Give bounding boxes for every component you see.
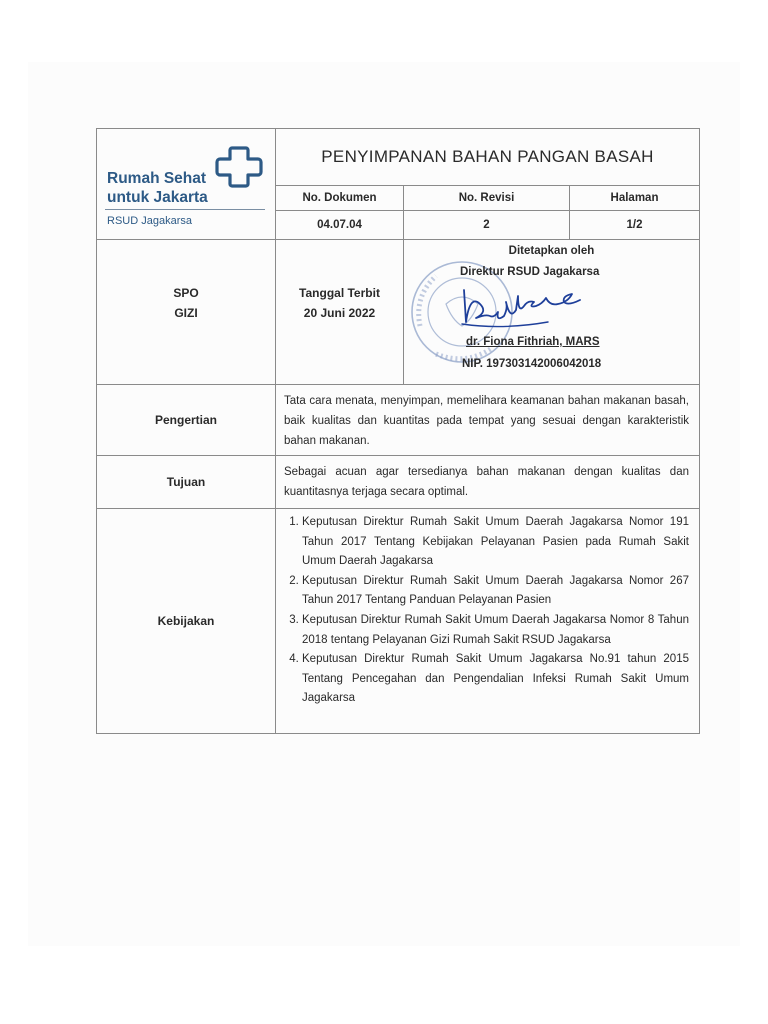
spo-label: SPO bbox=[173, 286, 199, 300]
doc-number-cell bbox=[276, 186, 404, 239]
page-value: 1/2 bbox=[626, 219, 643, 231]
policy-item: 4. Keputusan Direktur Rumah Sakit Umum Jagakarsa No.91 tahun 2015 Tentang Pencegahan dan Pengendalian Infeksi Rumah Sakit Umum Jagakarsa bbox=[302, 650, 689, 709]
approver-position: Direktur RSUD Jagakarsa bbox=[460, 266, 600, 278]
document-title: PENYIMPANAN BAHAN PANGAN BASAH bbox=[276, 129, 699, 186]
policy-label: Kebijakan bbox=[97, 509, 276, 733]
page-label: Halaman bbox=[610, 192, 659, 204]
approval-row bbox=[97, 240, 699, 385]
document-meta bbox=[276, 186, 699, 239]
handwritten-signature bbox=[456, 286, 586, 336]
definition-row bbox=[97, 385, 699, 456]
approved-by-label: Ditetapkan oleh bbox=[508, 245, 595, 257]
revision-value: 2 bbox=[483, 219, 490, 231]
policy-list bbox=[276, 509, 699, 709]
logo-line-3: RSUD Jagakarsa bbox=[107, 215, 192, 227]
policy-row bbox=[97, 509, 699, 733]
signatory-nip: NIP. 197303142006042018 bbox=[462, 358, 602, 370]
page-cell bbox=[570, 186, 699, 239]
policy-item: 2. Keputusan Direktur Rumah Sakit Umum Daerah Jagakarsa Nomor 267 Tahun 2017 Tentang Panduan Pelayanan Pasien bbox=[302, 572, 689, 611]
definition-label: Pengertian bbox=[97, 385, 276, 455]
issue-date-cell bbox=[276, 240, 404, 384]
logo-divider bbox=[105, 209, 265, 210]
purpose-text: Sebagai acuan agar tersedianya bahan makanan dengan kualitas dan kuantitasnya terjaga secara optimal. bbox=[284, 466, 689, 498]
spo-document bbox=[96, 128, 700, 734]
document-header bbox=[97, 129, 699, 240]
issue-date-value: 20 Juni 2022 bbox=[303, 306, 376, 320]
doc-number-label: No. Dokumen bbox=[302, 192, 377, 204]
spo-cell bbox=[97, 240, 276, 384]
definition-text: Tata cara menata, menyimpan, memelihara keamanan bahan makanan basah, baik kualitas dan kuantitas pada tempat yang sesuai dengan karakteristik bahan makanan. bbox=[284, 395, 689, 447]
purpose-row bbox=[97, 456, 699, 509]
issue-date-label: Tanggal Terbit bbox=[299, 286, 380, 300]
policy-item: 1. Keputusan Direktur Rumah Sakit Umum Daerah Jagakarsa Nomor 191 Tahun 2017 Tentang Kebijakan Pelayanan Pasien pada Rumah Sakit Umum Daerah Jagakarsa bbox=[302, 513, 689, 572]
policy-content bbox=[276, 509, 699, 733]
unit-label: GIZI bbox=[174, 306, 198, 320]
policy-item: 3. Keputusan Direktur Rumah Sakit Umum Daerah Jagakarsa Nomor 8 Tahun 2018 tentang Pelayanan Gizi Rumah Sakit RSUD Jagakarsa bbox=[302, 611, 689, 650]
hospital-logo bbox=[97, 129, 276, 239]
plus-cross-icon bbox=[215, 145, 265, 191]
signatory-name: dr. Fiona Fithriah, MARS bbox=[466, 336, 600, 348]
logo-line-2: untuk Jakarta bbox=[107, 189, 208, 206]
revision-label: No. Revisi bbox=[458, 192, 515, 204]
revision-cell bbox=[404, 186, 570, 239]
logo-line-1: Rumah Sehat bbox=[107, 170, 207, 187]
approval-cell bbox=[404, 240, 699, 384]
purpose-label: Tujuan bbox=[97, 456, 276, 508]
doc-number-value: 04.07.04 bbox=[317, 219, 362, 231]
